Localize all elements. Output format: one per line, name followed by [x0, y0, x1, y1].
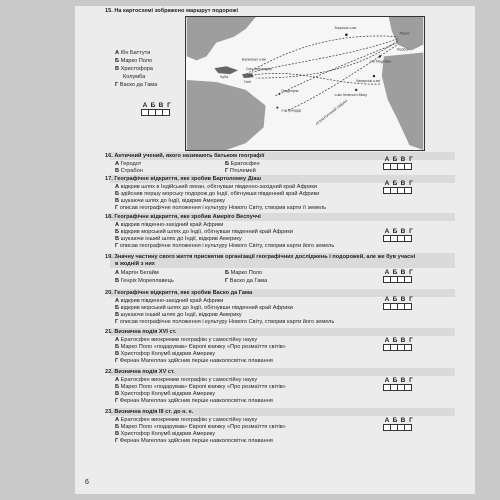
col-a: А [384, 269, 390, 276]
option-text: Васко да Гама [229, 278, 268, 284]
q21-option-a[interactable] [115, 337, 257, 343]
option-letter: Б [115, 344, 120, 350]
q20-answer-grid[interactable] [383, 296, 415, 310]
voyage-routes [243, 36, 398, 112]
question-number: 17. [105, 176, 113, 182]
question-text: Значну частину свого життя присвятив організації географічних досліджень і подорожей, але же був учасні [114, 254, 416, 260]
label-bahamas: Багамські о-ви [241, 57, 266, 62]
col-d: Г [409, 156, 413, 163]
option-letter: Б [225, 161, 230, 167]
q22-option-c[interactable] [115, 391, 215, 397]
answer-cell[interactable] [162, 109, 170, 116]
q15-option-a[interactable] [115, 50, 150, 56]
q15-option-c[interactable] [115, 66, 153, 72]
option-text: шукаючи шлях до Індії, відкрив Америку [120, 198, 226, 204]
label-cape-verde: о-ви Зеленого Мису [334, 92, 368, 97]
question-number: 21. [105, 329, 113, 335]
col-b: Б [392, 156, 398, 163]
page-number: 6 [85, 479, 89, 486]
question-16 [105, 153, 264, 159]
q19-option-d[interactable] [225, 278, 267, 284]
option-letter: Б [115, 191, 120, 197]
option-text: Ератосфен виокремив географію у самостійну науку [120, 337, 258, 343]
option-text: описав географічне положення і культуру Нового Світу, створив карти її земель [119, 205, 327, 211]
option-letter: В [115, 391, 120, 397]
col-a: А [384, 417, 390, 424]
q16-answer-grid[interactable] [383, 156, 415, 170]
col-d: Г [409, 377, 413, 384]
option-letter: Г [115, 319, 119, 325]
answer-cell[interactable] [404, 424, 412, 431]
q17-option-b[interactable] [115, 191, 319, 197]
question-15 [105, 8, 238, 14]
option-letter: Б [115, 384, 120, 390]
option-text: Ібн Баттути [120, 50, 151, 56]
option-letter: В [115, 312, 120, 318]
africa-land [382, 52, 423, 150]
q17-option-a[interactable] [115, 184, 317, 190]
option-letter: А [115, 184, 120, 190]
col-c: В [400, 377, 406, 384]
option-text: Птолемей [229, 168, 256, 174]
option-letter: А [115, 50, 120, 56]
col-b: Б [392, 180, 398, 187]
question-text: в жодній з них [115, 261, 155, 267]
col-b: Б [392, 417, 398, 424]
option-text: відкрив шлях в Індійський океан, обігнувши південно-західний край Африки [120, 184, 317, 190]
question-19-line2 [115, 261, 155, 267]
col-c: В [400, 156, 406, 163]
answer-cell[interactable] [404, 276, 412, 283]
question-text: Античний учений, якого називають батьком географії [114, 153, 265, 159]
q20-option-d[interactable] [115, 319, 334, 325]
col-b: Б [392, 377, 398, 384]
option-letter: А [115, 337, 120, 343]
option-text: Ератосфен виокремив географію у самостійну науку [120, 377, 258, 383]
option-text: Марко Поло «подарував» Європі книжку «Про розмаїття світів» [120, 344, 286, 350]
option-letter: Б [115, 229, 120, 235]
col-c: В [400, 180, 406, 187]
option-letter: Г [115, 358, 119, 364]
option-text: Христофора [120, 66, 153, 72]
col-a: А [384, 180, 390, 187]
q18-option-a[interactable] [115, 222, 223, 228]
option-text: Марко Поло «подарував» Європі книжку «Про розмаїття світів» [120, 424, 286, 430]
col-a: А [384, 296, 390, 303]
route-map-svg [186, 17, 424, 150]
option-text: відкрив південно-західний край Африки [120, 298, 224, 304]
q15-option-d[interactable] [115, 82, 157, 88]
option-letter: Г [115, 398, 119, 404]
option-letter: А [115, 270, 120, 276]
question-number: 19. [105, 254, 113, 260]
option-text: Мартін Бегайм [120, 270, 159, 276]
question-text: Визначна подія XVI ст. [114, 329, 177, 335]
col-c: В [400, 337, 406, 344]
option-letter: В [115, 168, 120, 174]
q16-option-b[interactable] [225, 161, 260, 167]
q19-answer-grid[interactable] [383, 269, 415, 283]
answer-cell[interactable] [404, 235, 412, 242]
workbook-page [75, 6, 475, 494]
option-text: Васко да Гама [119, 82, 158, 88]
question-20 [105, 290, 252, 296]
q19-option-b[interactable] [225, 270, 262, 276]
option-letter: Б [115, 424, 120, 430]
col-a: А [384, 228, 390, 235]
col-b: Б [392, 269, 398, 276]
option-letter: В [115, 236, 120, 242]
q21-answer-grid[interactable] [383, 337, 415, 351]
col-a: А [384, 156, 390, 163]
option-text: Генріх Мореплавець [120, 278, 174, 284]
label-guadeloupe: Гваделупа [281, 88, 299, 93]
option-letter: В [115, 66, 120, 72]
q20-option-b[interactable] [115, 305, 293, 311]
q20-option-c[interactable] [115, 312, 242, 318]
south-america-land [187, 80, 266, 150]
option-letter: А [115, 298, 120, 304]
option-letter: А [115, 417, 120, 423]
question-text: Визначна подія XV ст. [114, 369, 175, 375]
option-letter: А [115, 161, 120, 167]
option-text: Христофор Колумб відкрив Америку [120, 431, 216, 437]
option-letter: Г [115, 82, 119, 88]
option-text: Христофор Колумб відкрив Америку [120, 351, 216, 357]
option-text: відкрив морський шлях до Індії, обігнувши південний край Африки [120, 305, 293, 311]
answer-cell[interactable] [404, 344, 412, 351]
question-number: 15. [105, 8, 113, 14]
option-text: описав географічне положення і культуру Нового Світу, створив карти його земель [119, 243, 335, 249]
col-c: В [400, 228, 406, 235]
label-cuba: Куба [220, 75, 229, 80]
q22-answer-grid[interactable] [383, 377, 415, 391]
label-trinidad: о-в Трінідад [281, 108, 301, 113]
q16-option-a[interactable] [115, 161, 141, 167]
col-c: В [400, 417, 406, 424]
option-text: Марко Поло [230, 270, 263, 276]
question-number: 16. [105, 153, 113, 159]
question-21 [105, 329, 176, 335]
col-d: Г [409, 269, 413, 276]
q23-option-b[interactable] [115, 424, 286, 430]
option-text: відкрив морський шлях до Індії, обігнувши південний край Африки [120, 229, 293, 235]
q17-answer-grid[interactable] [383, 180, 415, 194]
option-letter: Г [115, 243, 119, 249]
label-palos: Палос [399, 31, 410, 36]
answer-cell[interactable] [404, 384, 412, 391]
q21-option-d[interactable] [115, 358, 273, 364]
option-text: Колумба [123, 74, 146, 80]
col-a: А [384, 377, 390, 384]
question-19 [105, 254, 415, 260]
option-letter: В [115, 351, 120, 357]
col-d: Г [409, 417, 413, 424]
col-b: Б [150, 102, 156, 109]
option-text: Ератосфен [230, 161, 260, 167]
col-c: В [400, 269, 406, 276]
q19-option-a[interactable] [115, 270, 159, 276]
question-number: 18. [105, 214, 113, 220]
option-letter: А [115, 377, 120, 383]
question-text: Географічне відкриття, яке зробив Васко да Гама [114, 290, 253, 296]
option-text: Марко Поло [120, 58, 153, 64]
option-letter: Б [115, 58, 120, 64]
col-d: Г [409, 228, 413, 235]
label-san-salvador: Сан-Сальвадор [245, 67, 272, 72]
question-23 [105, 409, 193, 415]
col-d: Г [409, 296, 413, 303]
q18-option-c[interactable] [115, 236, 242, 242]
q15-option-b[interactable] [115, 58, 152, 64]
q22-option-a[interactable] [115, 377, 257, 383]
option-text: Страбон [120, 168, 143, 174]
option-letter: Г [225, 168, 229, 174]
col-b: Б [392, 228, 398, 235]
q23-answer-grid[interactable] [383, 417, 415, 431]
option-letter: Г [115, 205, 119, 211]
q19-option-c[interactable] [115, 278, 174, 284]
option-letter: Б [225, 270, 230, 276]
col-d: Г [167, 102, 171, 109]
col-a: А [384, 337, 390, 344]
col-d: Г [409, 337, 413, 344]
col-a: А [142, 102, 148, 109]
question-text: Визначна подія III ст. до н. е. [114, 409, 194, 415]
question-number: 23. [105, 409, 113, 415]
col-b: Б [392, 296, 398, 303]
label-madeira: о-в Мадейра [370, 59, 391, 64]
route-map [185, 16, 425, 151]
q17-option-d[interactable] [115, 205, 326, 211]
q21-option-c[interactable] [115, 351, 215, 357]
option-text: здійснив першу морську подорож до Індії, обігнувши південний край Африки [120, 191, 320, 197]
option-text: Марко Поло «подарував» Європі книжку «Про розмаїття світів» [120, 384, 286, 390]
option-text: Фернан Магеллан здійснив перше навколосвітнє плавання [119, 398, 273, 404]
option-text: шукаючи інший шлях до Індії, відкрив Америку [120, 236, 242, 242]
label-haiti: Гаїті [243, 80, 251, 85]
q15-answer-grid[interactable] [141, 102, 173, 116]
q16-option-c[interactable] [115, 168, 143, 174]
question-number: 20. [105, 290, 113, 296]
option-text: відкрив південно-західний край Африки [120, 222, 224, 228]
option-letter: А [115, 222, 120, 228]
option-letter: В [115, 198, 120, 204]
q21-option-b[interactable] [115, 344, 286, 350]
q15-option-c-cont [123, 74, 145, 80]
option-text: описав географічне положення і культуру Нового Світу, створив карти його земель [119, 319, 335, 325]
option-letter: Г [225, 278, 229, 284]
question-17 [105, 176, 261, 182]
option-letter: В [115, 431, 120, 437]
north-america-land [187, 17, 256, 60]
option-text: шукаючи інший шлях до Індії, відкрив Америку [120, 312, 242, 318]
option-text: Фернан Магеллан здійснив перше навколосвітнє плавання [119, 358, 273, 364]
answer-cell[interactable] [404, 303, 412, 310]
q18-option-d[interactable] [115, 243, 334, 249]
question-18 [105, 214, 261, 220]
label-canary: Канарські о-ви [356, 79, 381, 84]
answer-cell[interactable] [404, 163, 412, 170]
option-letter: Г [115, 438, 119, 444]
col-c: В [400, 296, 406, 303]
col-d: Г [409, 180, 413, 187]
question-text: Географічне відкриття, яке зробив Амеріго Веспуччі [114, 214, 261, 220]
option-text: Геродот [120, 161, 142, 167]
option-text: Ератосфен виокремив географію у самостійну науку [120, 417, 258, 423]
option-letter: Б [115, 305, 120, 311]
question-number: 22. [105, 369, 113, 375]
label-lisbon: Лісабон [396, 47, 410, 52]
question-22 [105, 369, 175, 375]
question-text: На картосхемі зображено маршрут подорожі [114, 8, 239, 14]
q23-option-c[interactable] [115, 431, 215, 437]
q16-option-d[interactable] [225, 168, 256, 174]
q23-option-d[interactable] [115, 438, 273, 444]
q18-option-b[interactable] [115, 229, 293, 235]
q20-option-a[interactable] [115, 298, 223, 304]
question-text: Географічне відкриття, яке зробив Бартоломеу Діаш [114, 176, 262, 182]
label-azores: Азорські о-ви [334, 25, 357, 30]
answer-cell[interactable] [404, 187, 412, 194]
q23-option-a[interactable] [115, 417, 257, 423]
q22-option-b[interactable] [115, 384, 286, 390]
option-text: Фернан Магеллан здійснив перше навколосвітнє плавання [119, 438, 273, 444]
option-letter: В [115, 278, 120, 284]
cuba-land [214, 66, 238, 74]
col-c: В [158, 102, 164, 109]
q18-answer-grid[interactable] [383, 228, 415, 242]
col-b: Б [392, 337, 398, 344]
option-text: Христофор Колумб відкрив Америку [120, 391, 216, 397]
q22-option-d[interactable] [115, 398, 273, 404]
q17-option-c[interactable] [115, 198, 225, 204]
label-ocean: АТЛАНТИЧНИЙ ОКЕАН [314, 98, 349, 127]
